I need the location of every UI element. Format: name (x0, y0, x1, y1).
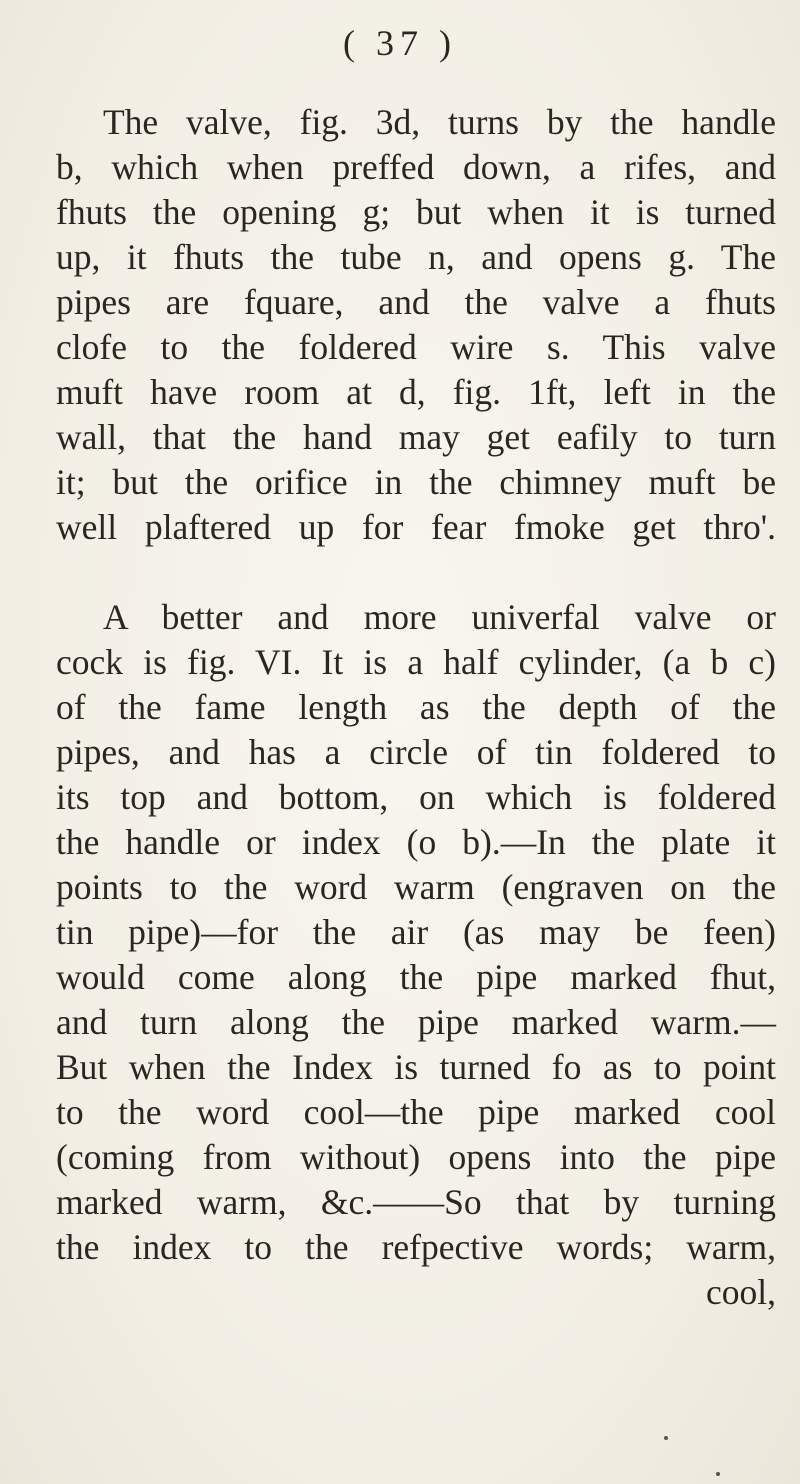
text-line: points to the word warm (engraven on the (56, 867, 776, 907)
ink-speck (664, 1436, 668, 1440)
text-line: the index to the refpective words; warm, (56, 1227, 776, 1267)
text-line: to the word cool—the pipe marked cool (56, 1092, 776, 1132)
text-line: marked warm, &c.——So that by turning (56, 1182, 776, 1222)
text-line: up, it fhuts the tube n, and opens g. The (56, 237, 776, 277)
text-line: (coming from without) opens into the pipe (56, 1137, 776, 1177)
text-line: well plaftered up for fear fmoke get thro'. (56, 507, 776, 547)
page-number: ( 37 ) (343, 23, 457, 63)
paragraph-gap (56, 550, 776, 595)
text-line: would come along the pipe marked fhut, (56, 957, 776, 997)
text-line: pipes are fquare, and the valve a fhuts (56, 282, 776, 322)
ink-speck (716, 1472, 720, 1476)
text-line: clofe to the foldered wire s. This valve (56, 327, 776, 367)
catchword: cool, (706, 1272, 776, 1312)
text-line: The valve, fig. 3d, turns by the handle (103, 102, 776, 142)
text-line: its top and bottom, on which is foldered (56, 777, 776, 817)
text-line: wall, that the hand may get eafily to turn (56, 417, 776, 457)
text-line: cock is fig. VI. It is a half cylinder, (a b c) (56, 642, 776, 682)
text-line: A better and more univerfal valve or (103, 597, 776, 637)
text-line: tin pipe)—for the air (as may be feen) (56, 912, 776, 952)
text-line: it; but the orifice in the chimney muft be (56, 462, 776, 502)
text-line: the handle or index (o b).—In the plate it (56, 822, 776, 862)
text-line: of the fame length as the depth of the (56, 687, 776, 727)
text-line: But when the Index is turned fo as to point (56, 1047, 776, 1087)
text-line: muft have room at d, fig. 1ft, left in the (56, 372, 776, 412)
text-line: b, which when preffed down, a rifes, and (56, 147, 776, 187)
text-line: and turn along the pipe marked warm.— (56, 1002, 776, 1042)
body-text (56, 100, 776, 1315)
text-line: fhuts the opening g; but when it is turned (56, 192, 776, 232)
text-line: pipes, and has a circle of tin foldered to (56, 732, 776, 772)
